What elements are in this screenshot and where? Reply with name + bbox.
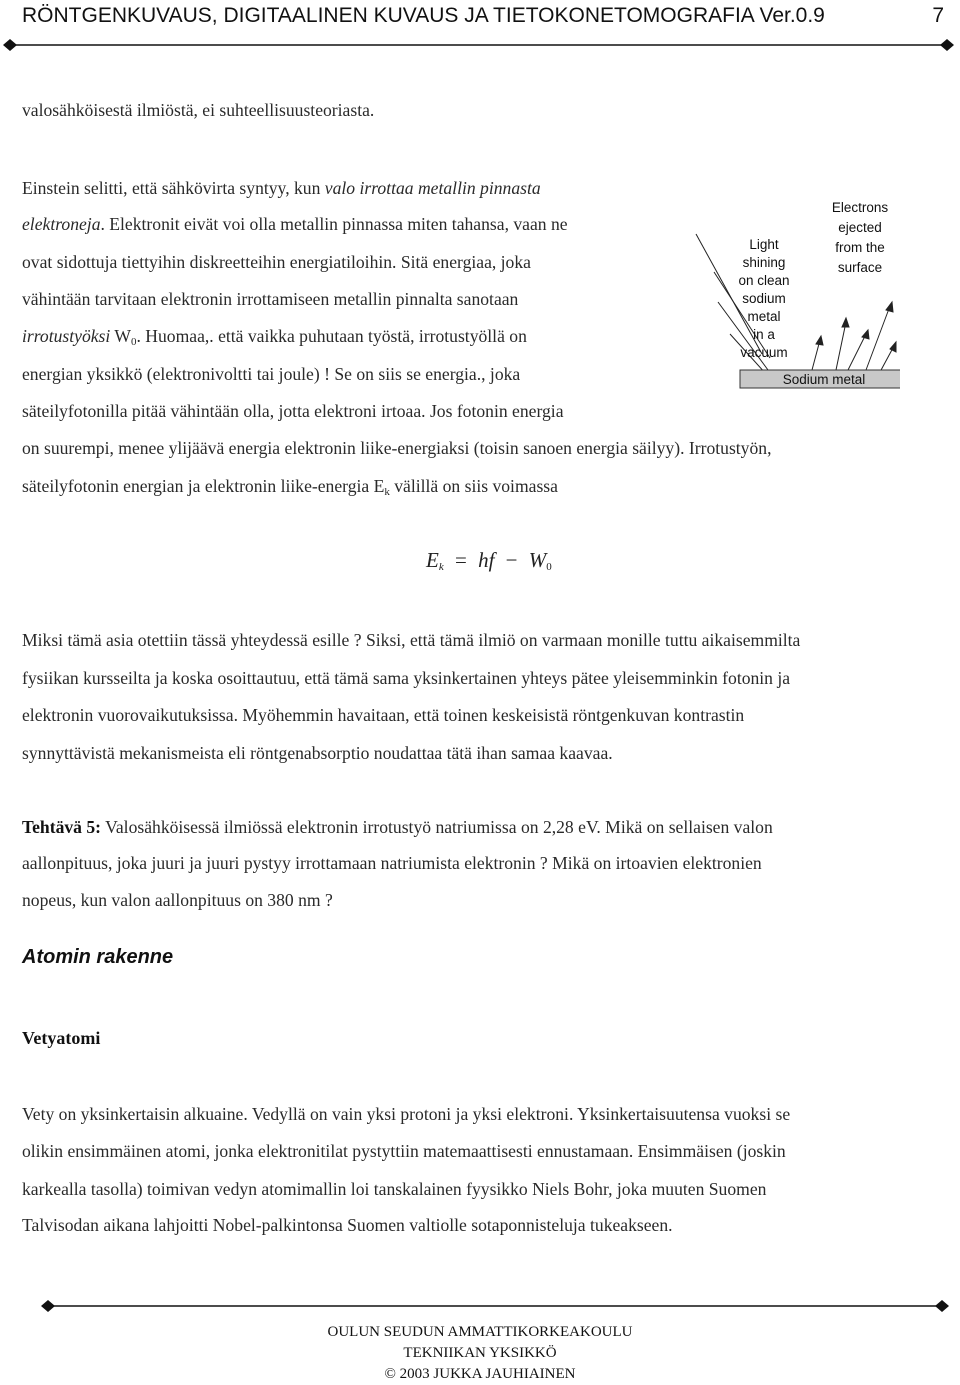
light-label-line: vacuum xyxy=(740,345,788,360)
footer-school: OULUN SEUDUN AMMATTIKORKEAKOULU xyxy=(327,1324,633,1340)
heading-atom-structure: Atomin rakenne xyxy=(22,946,174,968)
footer-rule xyxy=(0,1298,960,1314)
diamond-left-icon xyxy=(3,39,17,51)
electron-arrows xyxy=(812,302,896,372)
diamond-right-icon xyxy=(940,39,954,51)
electrons-label-line: surface xyxy=(837,260,883,275)
page-header xyxy=(22,4,946,28)
light-label-line: on clean xyxy=(738,273,790,288)
heading-hydrogen-atom: Vetyatomi xyxy=(22,1028,101,1048)
electrons-label xyxy=(832,200,889,275)
equation: $E_k$ = hf − $W_0$ xyxy=(426,548,552,573)
task-label: Tehtävä 5: xyxy=(22,817,102,837)
diamond-right-icon xyxy=(935,1300,949,1312)
light-label-line: Light xyxy=(749,237,779,252)
plate-label: Sodium metal xyxy=(782,372,866,387)
footer xyxy=(0,1322,960,1385)
footer-copyright: © 2003 JUKKA JAUHIAINEN xyxy=(384,1366,576,1382)
diamond-left-icon xyxy=(41,1300,55,1312)
photoelectric-figure xyxy=(694,194,900,392)
electrons-label-line: from the xyxy=(835,240,885,255)
paragraph-intro: valosähköisestä ilmiöstä, ei suhteellisuusteoriasta. xyxy=(22,100,375,120)
light-label-line: shining xyxy=(742,255,786,270)
light-label-line: in a xyxy=(753,327,775,342)
header-rule xyxy=(0,37,960,53)
header-title: RÖNTGENKUVAUS, DIGITAALINEN KUVAUS JA TIETOKONETOMOGRAFIA Ver.0.9 xyxy=(22,4,825,27)
electrons-label-line: Electrons xyxy=(831,200,889,215)
page-number: 7 xyxy=(932,4,944,27)
footer-unit: TEKNIIKAN YKSIKKÖ xyxy=(403,1345,557,1361)
light-label-line: sodium xyxy=(742,291,786,306)
light-label-line: metal xyxy=(747,309,781,324)
electrons-label-line: ejected xyxy=(838,220,882,235)
light-label xyxy=(738,237,789,360)
